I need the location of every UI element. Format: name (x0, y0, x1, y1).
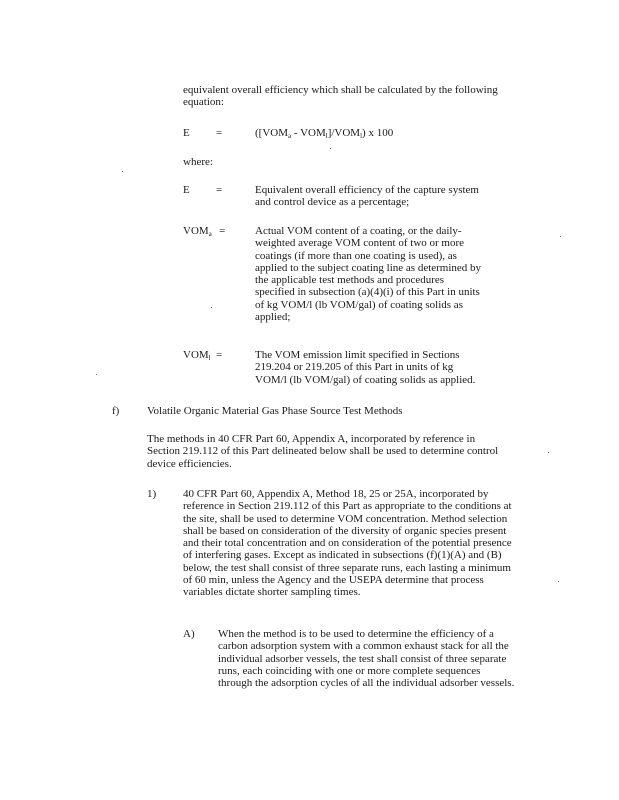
definition-line: applied to the subject coating line as determined by (255, 261, 482, 274)
item-text (183, 488, 512, 599)
intro-paragraph (183, 84, 498, 109)
item-line: When the method is to be used to determine the efficiency of a (218, 628, 494, 640)
item-label: A) (183, 628, 195, 640)
section-paragraph (147, 433, 498, 470)
definition-line: Equivalent overall efficiency of the capture system (255, 184, 479, 196)
scan-speck (211, 307, 212, 308)
equation-rhs: $([VOM_a - VOM_l]/VOM_l)$ x 100 (255, 127, 394, 140)
item-line: reference in Section 219.112 of this Part as appropriate to the conditions at (183, 500, 512, 513)
intro-line: equivalent overall efficiency which shall be calculated by the following (183, 84, 498, 96)
item-line: and their total concentration and on consideration of the potential presence (183, 537, 512, 550)
definition-symbol: E (183, 184, 190, 196)
scan-speck (560, 236, 561, 237)
item-line: below, the test shall consist of three separate runs, each lasting a minimum (183, 561, 511, 574)
scan-speck (548, 452, 549, 453)
definition-line: applied; (255, 311, 291, 324)
item-text (218, 628, 514, 689)
definition-line: The VOM emission limit specified in Sections (255, 349, 460, 361)
definition-line: VOM/l (lb VOM/gal) of coating solids as applied. (255, 373, 476, 386)
item-line: 40 CFR Part 60, Appendix A, Method 18, 25 or 25A, incorporated by (183, 488, 489, 500)
paragraph-line: Section 219.112 of this Part delineated below shall be used to determine control (147, 445, 499, 458)
definition-text (255, 225, 481, 323)
definition-equals: = (216, 349, 223, 361)
item-line: through the adsorption cycles of all the individual adsorber vessels. (218, 677, 515, 690)
item-line: individual adsorber vessels, the test shall consist of three separate (218, 652, 507, 665)
section-heading: Volatile Organic Material Gas Phase Source Test Methods (147, 405, 403, 417)
scan-speck (558, 581, 559, 582)
item-line: shall be based on consideration of the diversity of organic species present (183, 524, 507, 537)
definition-line: of kg VOM/l (lb VOM/gal) of coating solids as (255, 298, 463, 311)
scan-speck (96, 374, 97, 375)
definition-equals: = (216, 184, 223, 196)
definition-line: Actual VOM content of a coating, or the daily- (255, 225, 462, 237)
scan-speck (330, 148, 331, 149)
definition-symbol: $VOM_a$ (183, 225, 212, 238)
definition-text (255, 184, 479, 209)
definition-equals: = (219, 225, 226, 237)
where-label: where: (183, 156, 213, 168)
item-label: 1) (147, 488, 157, 500)
item-line: of 60 min, unless the Agency and the USEPA determine that process (183, 574, 484, 587)
item-line: variables dictate shorter sampling times. (183, 586, 361, 599)
section-label: f) (112, 405, 120, 417)
definition-text (255, 349, 475, 386)
item-line: the site, shall be used to determine VOM concentration. Method selection (183, 512, 508, 525)
definition-line: weighted average VOM content of two or more (255, 237, 465, 250)
item-line: carbon adsorption system with a common exhaust stack for all the (218, 640, 509, 653)
paragraph-line: device efficiencies. (147, 457, 232, 470)
definition-line: specified in subsection (a)(4)(i) of this Part in units (255, 286, 480, 299)
item-line: of interfering gases. Except as indicated in subsections (f)(1)(A) and (B) (183, 549, 502, 562)
definition-line: and control device as a percentage; (255, 196, 410, 209)
item-line: runs, each coinciding with one or more complete sequences (218, 664, 481, 677)
definition-line: coatings (if more than one coating is used), as (255, 249, 457, 262)
definition-line: the applicable test methods and procedures (255, 274, 445, 287)
equation-lhs: E (183, 127, 190, 139)
paragraph-line: The methods in 40 CFR Part 60, Appendix A, incorporated by reference in (147, 433, 476, 445)
equation-equals: = (216, 127, 223, 139)
definition-symbol: $VOM_l$ (183, 349, 211, 362)
intro-line: equation: (183, 96, 224, 109)
definition-line: 219.204 or 219.205 of this Part in units of kg (255, 361, 454, 374)
scan-speck (122, 171, 123, 172)
